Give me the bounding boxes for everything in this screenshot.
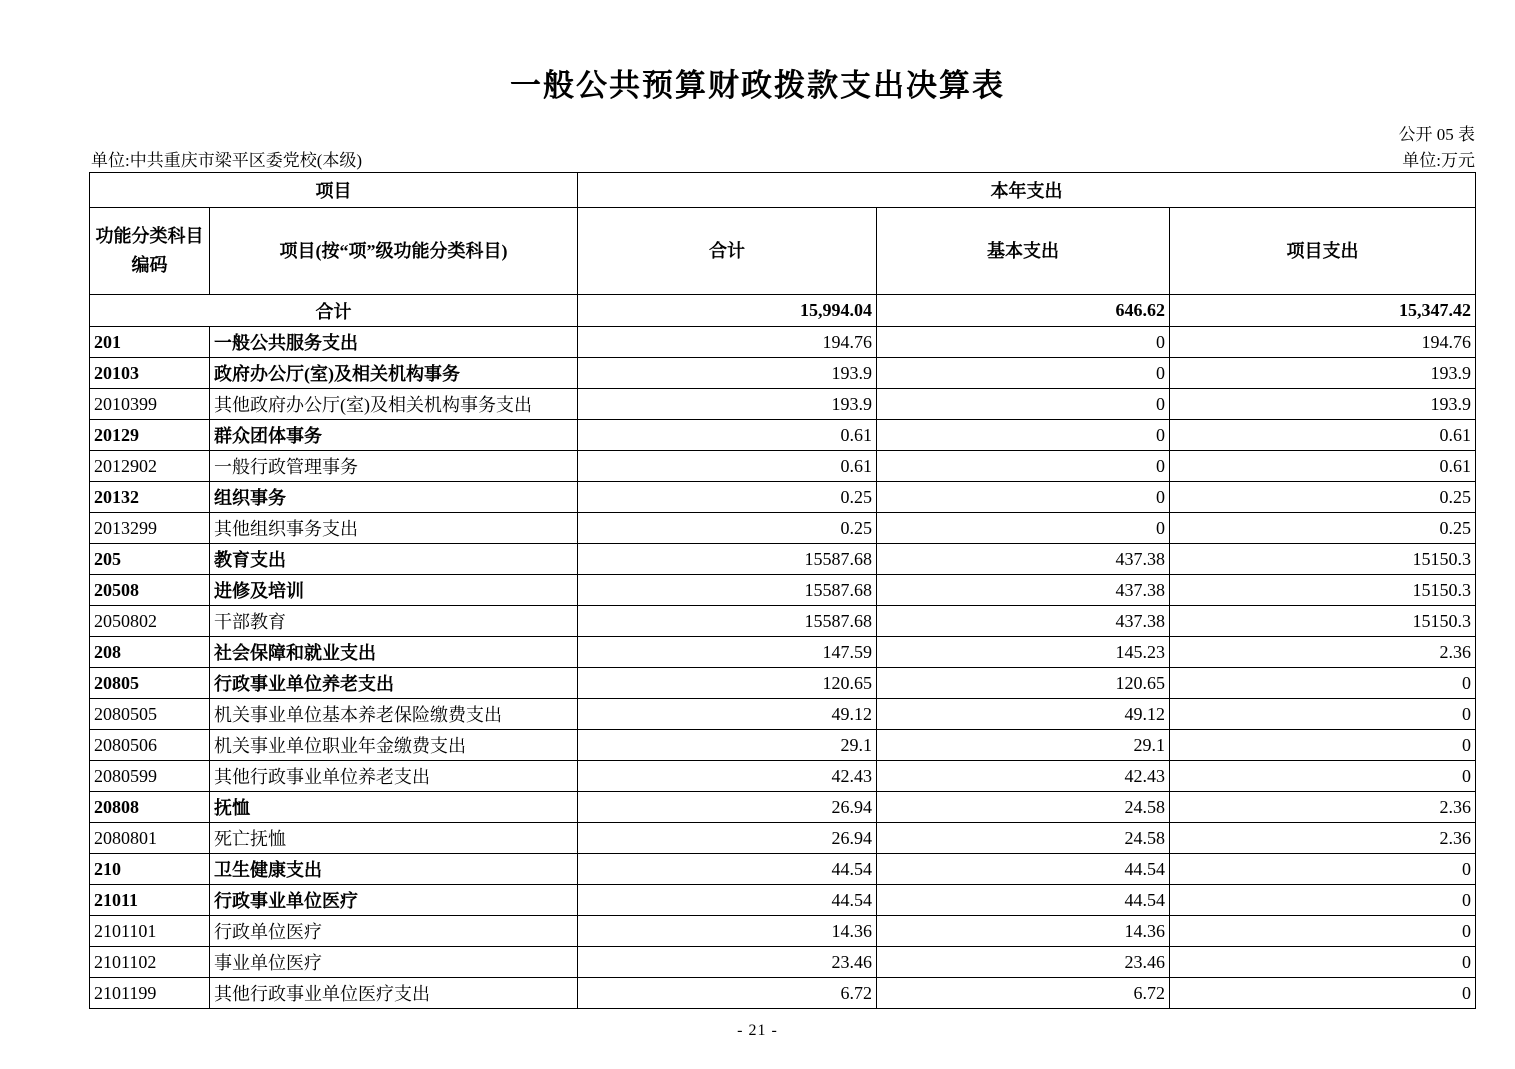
row-total-amount: 0.61	[578, 420, 877, 451]
row-project-name: 组织事务	[210, 482, 578, 513]
row-project-name: 进修及培训	[210, 575, 578, 606]
doc-number-label: 公开 05 表	[1398, 125, 1475, 144]
row-project-name: 社会保障和就业支出	[210, 637, 578, 668]
row-function-code: 2010399	[90, 389, 210, 420]
row-project-expense: 193.9	[1170, 358, 1476, 389]
row-function-code: 20129	[90, 420, 210, 451]
row-basic-expense: 0	[877, 420, 1170, 451]
grand-total-label: 合计	[90, 295, 578, 327]
row-function-code: 210	[90, 854, 210, 885]
row-function-code: 201	[90, 327, 210, 358]
header-columns-row	[90, 208, 1476, 295]
table-row	[90, 544, 1476, 575]
table-row	[90, 978, 1476, 1009]
table-row	[90, 947, 1476, 978]
table-row	[90, 823, 1476, 854]
row-total-amount: 0.25	[578, 482, 877, 513]
header-function-code-line2: 编码	[131, 255, 168, 275]
expenditure-table	[89, 172, 1476, 1009]
row-total-amount: 15587.68	[578, 606, 877, 637]
table-row	[90, 482, 1476, 513]
row-project-name: 事业单位医疗	[210, 947, 578, 978]
row-total-amount: 26.94	[578, 823, 877, 854]
row-project-expense: 15150.3	[1170, 544, 1476, 575]
row-project-expense: 194.76	[1170, 327, 1476, 358]
row-function-code: 2012902	[90, 451, 210, 482]
row-project-name: 行政事业单位医疗	[210, 885, 578, 916]
row-function-code: 2101199	[90, 978, 210, 1009]
row-basic-expense: 24.58	[877, 792, 1170, 823]
grand-total-amount: 15,994.04	[578, 295, 877, 327]
header-project-expense: 项目支出	[1170, 208, 1476, 295]
table-row	[90, 637, 1476, 668]
row-project-name: 一般公共服务支出	[210, 327, 578, 358]
row-basic-expense: 0	[877, 358, 1170, 389]
row-project-name: 其他组织事务支出	[210, 513, 578, 544]
row-basic-expense: 0	[877, 451, 1170, 482]
header-total: 合计	[578, 208, 877, 295]
row-total-amount: 193.9	[578, 389, 877, 420]
row-project-expense: 0	[1170, 947, 1476, 978]
grand-total-project: 15,347.42	[1170, 295, 1476, 327]
row-total-amount: 0.61	[578, 451, 877, 482]
row-project-expense: 15150.3	[1170, 606, 1476, 637]
table-row	[90, 854, 1476, 885]
row-project-expense: 0.25	[1170, 513, 1476, 544]
row-basic-expense: 0	[877, 327, 1170, 358]
row-total-amount: 26.94	[578, 792, 877, 823]
grand-total-basic: 646.62	[877, 295, 1170, 327]
row-project-name: 抚恤	[210, 792, 578, 823]
row-basic-expense: 6.72	[877, 978, 1170, 1009]
row-project-expense: 0.61	[1170, 451, 1476, 482]
row-total-amount: 42.43	[578, 761, 877, 792]
header-project-name: 项目(按“项”级功能分类科目)	[210, 208, 578, 295]
row-basic-expense: 44.54	[877, 885, 1170, 916]
table-row	[90, 885, 1476, 916]
row-total-amount: 29.1	[578, 730, 877, 761]
row-project-name: 机关事业单位基本养老保险缴费支出	[210, 699, 578, 730]
table-row	[90, 761, 1476, 792]
row-project-name: 死亡抚恤	[210, 823, 578, 854]
row-total-amount: 6.72	[578, 978, 877, 1009]
header-group-row	[90, 173, 1476, 208]
table-row	[90, 730, 1476, 761]
row-function-code: 205	[90, 544, 210, 575]
row-total-amount: 15587.68	[578, 544, 877, 575]
row-basic-expense: 0	[877, 482, 1170, 513]
row-project-expense: 0	[1170, 885, 1476, 916]
row-basic-expense: 14.36	[877, 916, 1170, 947]
row-total-amount: 193.9	[578, 358, 877, 389]
row-project-expense: 0	[1170, 854, 1476, 885]
row-project-name: 干部教育	[210, 606, 578, 637]
row-project-expense: 0	[1170, 699, 1476, 730]
row-project-name: 其他行政事业单位医疗支出	[210, 978, 578, 1009]
row-basic-expense: 145.23	[877, 637, 1170, 668]
row-function-code: 20132	[90, 482, 210, 513]
row-project-expense: 2.36	[1170, 823, 1476, 854]
table-row	[90, 327, 1476, 358]
row-basic-expense: 120.65	[877, 668, 1170, 699]
row-function-code: 2013299	[90, 513, 210, 544]
row-project-expense: 0	[1170, 761, 1476, 792]
row-project-name: 行政单位医疗	[210, 916, 578, 947]
row-total-amount: 23.46	[578, 947, 877, 978]
row-project-name: 教育支出	[210, 544, 578, 575]
row-project-expense: 193.9	[1170, 389, 1476, 420]
row-total-amount: 15587.68	[578, 575, 877, 606]
header-function-code	[90, 208, 210, 295]
row-project-expense: 0.25	[1170, 482, 1476, 513]
row-total-amount: 194.76	[578, 327, 877, 358]
row-total-amount: 44.54	[578, 854, 877, 885]
table-row	[90, 699, 1476, 730]
header-year-expense-group: 本年支出	[578, 173, 1476, 208]
table-row	[90, 420, 1476, 451]
row-function-code: 20103	[90, 358, 210, 389]
row-function-code: 20508	[90, 575, 210, 606]
row-function-code: 20808	[90, 792, 210, 823]
row-basic-expense: 29.1	[877, 730, 1170, 761]
row-project-name: 政府办公厅(室)及相关机构事务	[210, 358, 578, 389]
currency-unit-label: 单位:万元	[1402, 151, 1475, 170]
row-basic-expense: 0	[877, 389, 1170, 420]
row-function-code: 208	[90, 637, 210, 668]
row-function-code: 2101101	[90, 916, 210, 947]
table-row	[90, 792, 1476, 823]
row-project-name: 行政事业单位养老支出	[210, 668, 578, 699]
row-basic-expense: 49.12	[877, 699, 1170, 730]
row-project-name: 其他政府办公厅(室)及相关机构事务支出	[210, 389, 578, 420]
row-function-code: 2080505	[90, 699, 210, 730]
table-row	[90, 606, 1476, 637]
row-basic-expense: 0	[877, 513, 1170, 544]
row-project-expense: 2.36	[1170, 637, 1476, 668]
row-project-name: 一般行政管理事务	[210, 451, 578, 482]
row-project-expense: 0.61	[1170, 420, 1476, 451]
row-project-expense: 0	[1170, 978, 1476, 1009]
row-project-name: 其他行政事业单位养老支出	[210, 761, 578, 792]
row-basic-expense: 42.43	[877, 761, 1170, 792]
row-project-expense: 0	[1170, 916, 1476, 947]
unit-info-row	[91, 146, 1475, 171]
row-function-code: 20805	[90, 668, 210, 699]
row-basic-expense: 437.38	[877, 544, 1170, 575]
row-function-code: 21011	[90, 885, 210, 916]
row-function-code: 2101102	[90, 947, 210, 978]
org-unit-label: 单位:中共重庆市梁平区委党校(本级)	[91, 151, 363, 170]
table-row	[90, 451, 1476, 482]
row-basic-expense: 44.54	[877, 854, 1170, 885]
row-total-amount: 120.65	[578, 668, 877, 699]
header-basic-expense: 基本支出	[877, 208, 1170, 295]
grand-total-row	[90, 295, 1476, 327]
table-row	[90, 358, 1476, 389]
table-body	[90, 295, 1476, 1009]
row-project-name: 群众团体事务	[210, 420, 578, 451]
row-function-code: 2080801	[90, 823, 210, 854]
row-total-amount: 14.36	[578, 916, 877, 947]
row-function-code: 2080506	[90, 730, 210, 761]
row-basic-expense: 23.46	[877, 947, 1170, 978]
row-total-amount: 44.54	[578, 885, 877, 916]
row-total-amount: 147.59	[578, 637, 877, 668]
header-project-group: 项目	[90, 173, 578, 208]
row-total-amount: 49.12	[578, 699, 877, 730]
row-basic-expense: 24.58	[877, 823, 1170, 854]
table-row	[90, 668, 1476, 699]
row-project-expense: 0	[1170, 730, 1476, 761]
row-basic-expense: 437.38	[877, 575, 1170, 606]
page-number: - 21 -	[737, 1022, 778, 1039]
row-function-code: 2050802	[90, 606, 210, 637]
row-function-code: 2080599	[90, 761, 210, 792]
row-project-name: 机关事业单位职业年金缴费支出	[210, 730, 578, 761]
table-row	[90, 513, 1476, 544]
row-total-amount: 0.25	[578, 513, 877, 544]
row-project-expense: 15150.3	[1170, 575, 1476, 606]
table-row	[90, 916, 1476, 947]
row-project-expense: 2.36	[1170, 792, 1476, 823]
header-function-code-line1: 功能分类科目	[95, 226, 204, 247]
page-title: 一般公共预算财政拨款支出决算表	[510, 68, 1005, 103]
table-row	[90, 575, 1476, 606]
table-row	[90, 389, 1476, 420]
row-project-expense: 0	[1170, 668, 1476, 699]
row-project-name: 卫生健康支出	[210, 854, 578, 885]
row-basic-expense: 437.38	[877, 606, 1170, 637]
